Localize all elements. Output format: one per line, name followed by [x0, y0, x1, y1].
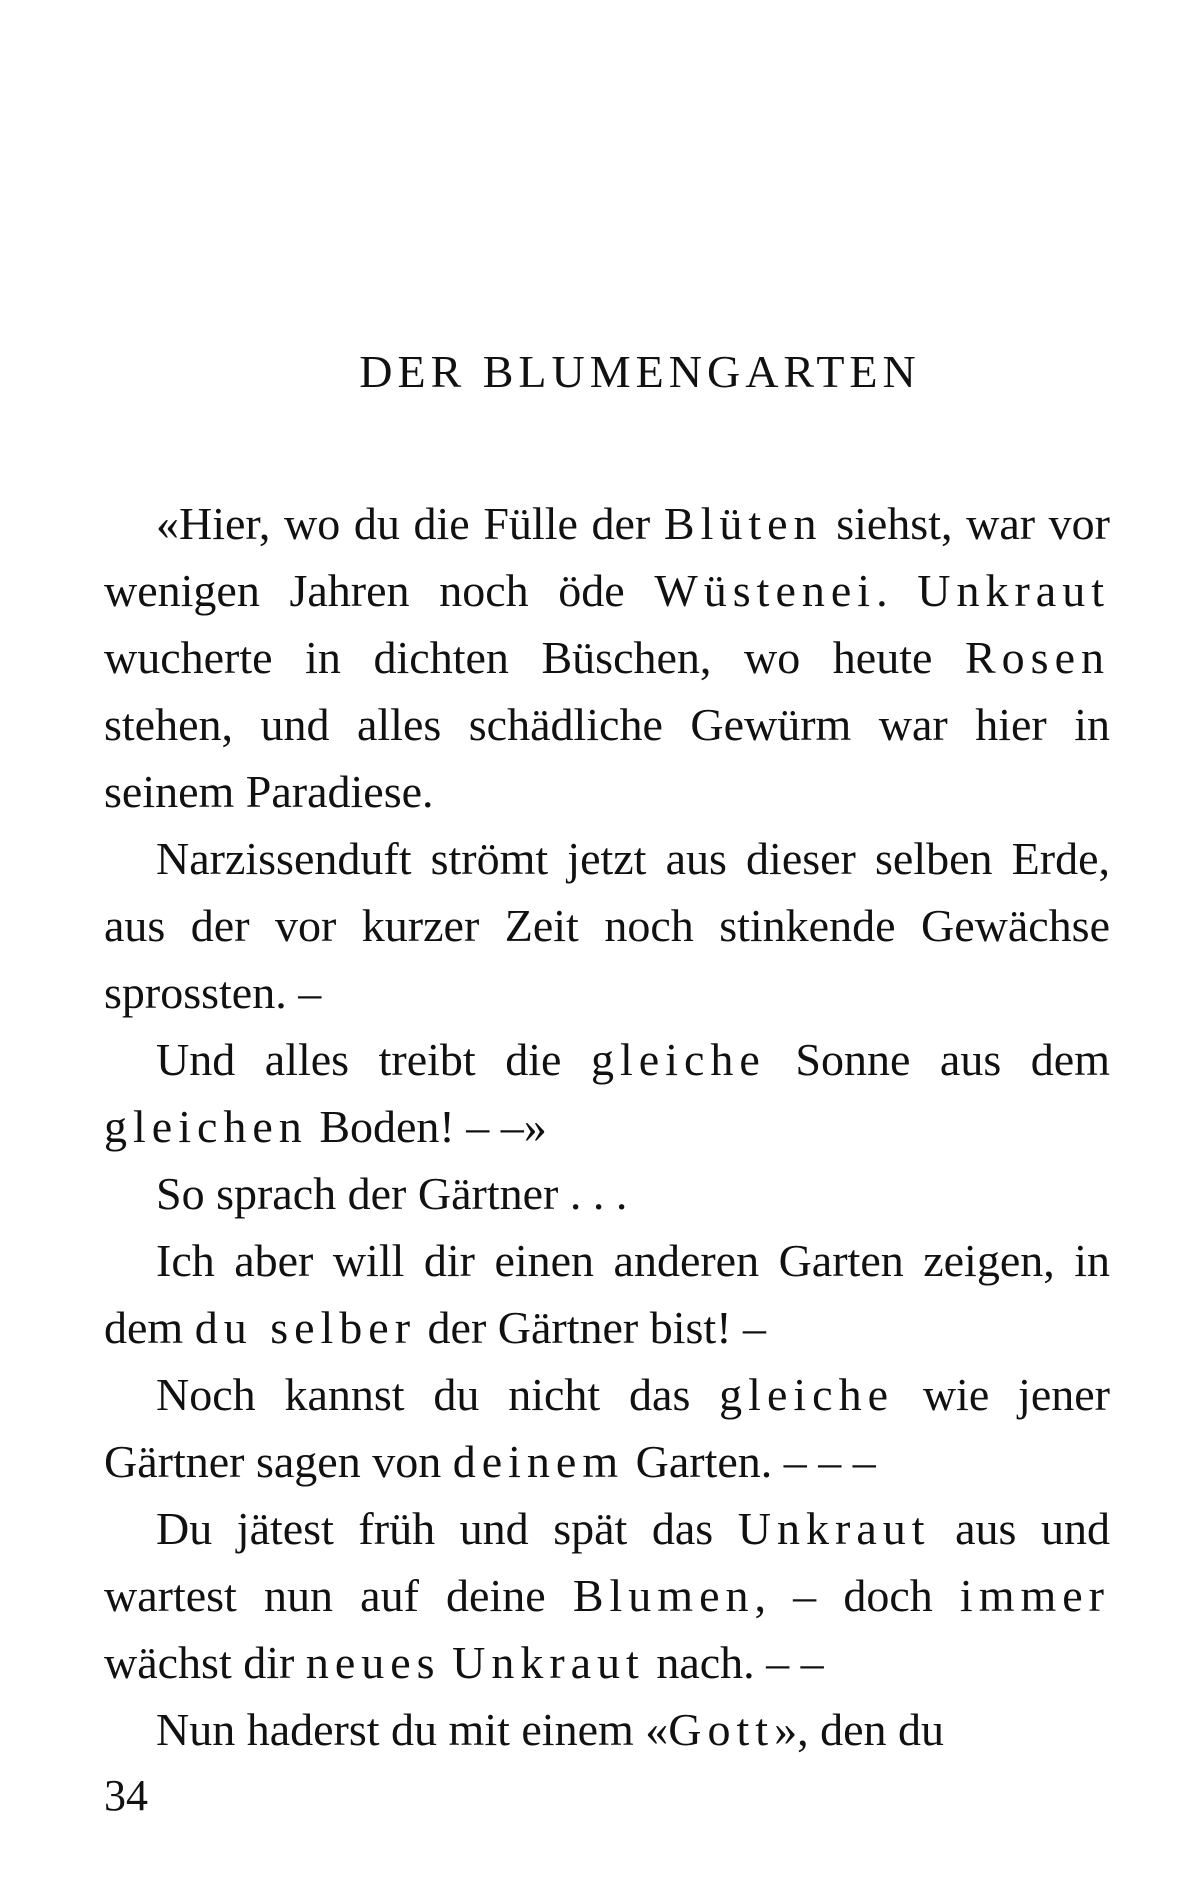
text-run: Und alles treibt die	[156, 1034, 592, 1085]
spaced-text: Blumen	[572, 1570, 755, 1621]
chapter-title: DER BLUMENGARTEN	[359, 346, 921, 397]
text-run: , – doch	[754, 1570, 960, 1621]
text-run: stehen, und alles schädliche Gewürm war hier in seinem Paradiese.	[104, 699, 1110, 817]
text-run: Garten. – – –	[624, 1436, 876, 1487]
text-run: So sprach der Gärtner . . .	[156, 1168, 628, 1219]
paragraph-8	[104, 1696, 1110, 1763]
text-run: Du jätest früh und spät das	[156, 1503, 738, 1554]
paragraph-2	[104, 825, 1110, 1026]
text-run: wucherte in dichten Büschen, wo heute	[104, 632, 965, 683]
spaced-text: immer	[959, 1570, 1110, 1621]
spaced-text: neues	[305, 1637, 441, 1688]
paragraph-4	[104, 1160, 1110, 1227]
text-run: der Gärtner bist! –	[416, 1302, 767, 1353]
text-run: nach. – –	[644, 1637, 824, 1688]
body-text	[104, 490, 1110, 1763]
spaced-text: gleichen	[104, 1101, 308, 1152]
text-run: Nun haderst du mit einem «	[156, 1704, 669, 1755]
text-run: Boden! – –»	[307, 1101, 547, 1152]
paragraph-6	[104, 1361, 1110, 1495]
paragraph-3	[104, 1026, 1110, 1160]
spaced-text: gleiche	[719, 1369, 894, 1420]
spaced-text: du selber	[194, 1302, 417, 1353]
spaced-text: Blüten	[663, 498, 823, 549]
text-run: siehst, war vor wenigen Jahren noch öde	[104, 498, 1111, 616]
paragraph-5	[104, 1227, 1110, 1361]
text-run: Noch kannst du nicht das	[156, 1369, 720, 1420]
spaced-text: Rosen	[965, 632, 1110, 683]
spaced-text: gleiche	[591, 1034, 766, 1085]
spaced-text: deinem	[452, 1436, 625, 1487]
text-run: wächst dir	[104, 1637, 306, 1688]
paragraph-7	[104, 1495, 1110, 1696]
text-run: Narzissenduft strömt jetzt aus dieser selben Erde, aus der vor kurzer Zeit noch stinkende Gewächse sprossten. –	[104, 833, 1110, 1018]
text-run: Sonne aus dem	[765, 1034, 1111, 1085]
text-run	[441, 1637, 453, 1688]
spaced-text: Unkraut	[917, 565, 1110, 616]
text-run: Ich aber will dir einen anderen Garten zeigen, in dem	[104, 1235, 1110, 1353]
text-run: «Hier, wo du die Fülle der	[156, 498, 664, 549]
spaced-text: Wüstenei	[654, 565, 877, 616]
spaced-text: Gott	[668, 1704, 775, 1755]
spaced-text: Unkraut	[452, 1637, 645, 1688]
paragraph-1	[104, 490, 1110, 825]
spaced-text: Unkraut	[737, 1503, 931, 1554]
text-run: », den du	[774, 1704, 944, 1755]
text-run: .	[876, 565, 918, 616]
page-number: 34	[104, 1771, 148, 1820]
text-run: wie jener Gärtner sagen von	[104, 1369, 1110, 1487]
text-run: aus und wartest nun auf deine	[104, 1503, 1110, 1621]
